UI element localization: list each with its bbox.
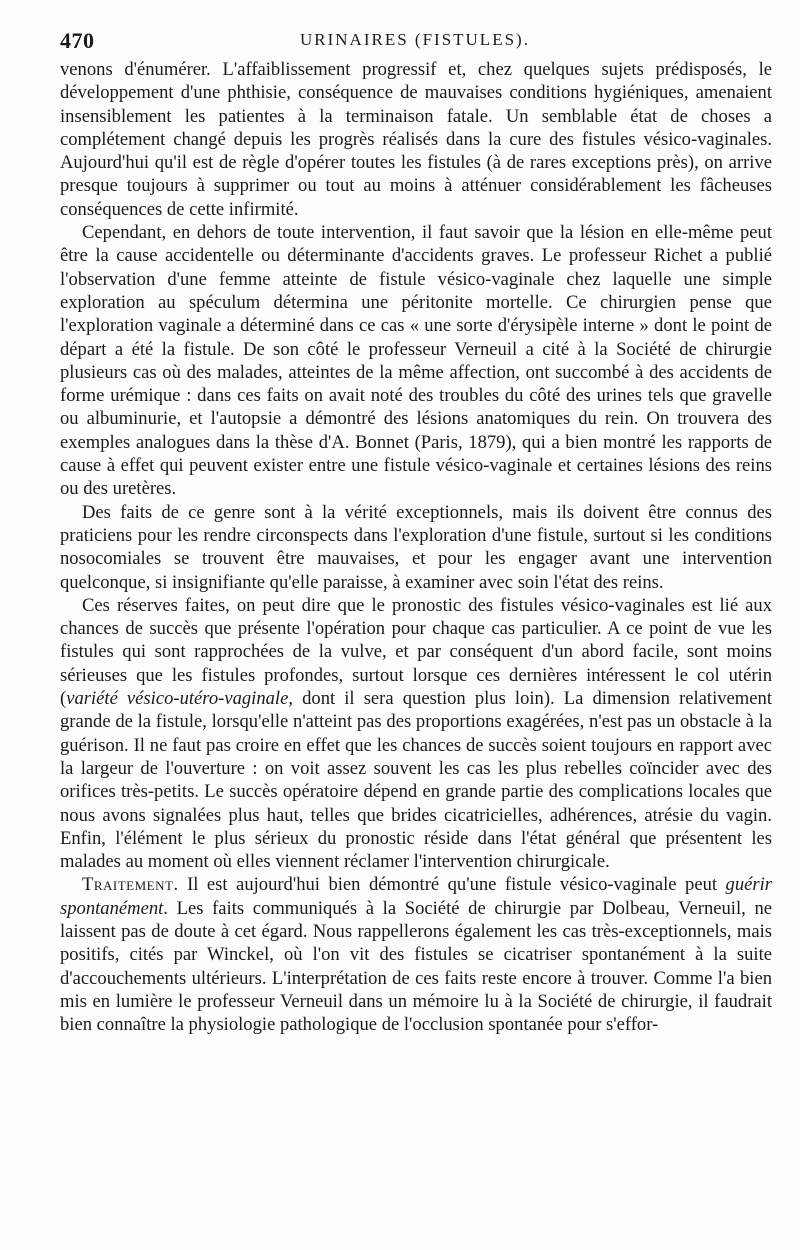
paragraph-3: Des faits de ce genre sont à la vérité exceptionnels, mais ils doivent être connus des praticiens pour les rendre circonspects dans l'exploration d'une fistule, surtout si les conditions nosocomiales se trouvent être mauvaises, et pour les engager avant une intervention quelconque, si insignifiante qu'elle paraisse, à examiner avec soin l'état des reins. — [60, 501, 772, 593]
paragraph-4 — [60, 594, 772, 874]
paragraph-4-text-a: Ces réserves faites, on peut dire que le pronostic des fistules vésico-vaginales est lié aux chances de succès que présente l'opération pour chaque cas particulier. A ce point de vue les fistules qui sont rapprochées de la vulve, et par conséquent d'un abord facile, sont moins sérieuses que les fistules profondes, surtout lorsque ces dernières intéressent le col utérin ( — [60, 594, 772, 710]
paragraph-5-text-a: Il est aujourd'hui bien démontré qu'une fistule vésico-vaginale peut — [178, 874, 726, 896]
paragraph-4-text-b: , dont il sera question plus loin). La dimension relativement grande de la fistule, lorsqu'elle n'atteint pas des proportions exagérées, n'est pas un obstacle à la guérison. Il ne faut pas croire en effet que les chances de succès soient toujours en rapport avec la largeur de l'ouverture : on voit assez souvent les cas les plus rebelles coïncider avec des orifices très-petits. Le succès opératoire dépend en grande partie des complications locales que nous avons signalées plus haut, telles que brides cicatricielles, adhérences, atrésie du vagin. Enfin, l'élément le plus sérieux du pronostic réside dans l'état général que présentent les malades au moment où elles viennent réclamer l'intervention chirurgicale. — [60, 688, 772, 873]
paragraph-1: venons d'énumérer. L'affaiblissement progressif et, chez quelques sujets prédisposés, le développement d'une phthisie, conséquence de mauvaises conditions hygiéniques, amenaient insensiblement les patientes à la terminaison fatale. Un semblable état de choses a complétement changé depuis les progrès réalisés dans la cure des fistules vésico-vaginales. Aujourd'hui qu'il est de règle d'opérer toutes les fistules (à de rares exceptions près), on arrive presque toujours à supprimer ou tout au moins à atténuer considérablement les fâcheuses conséquences de cette infirmité. — [60, 59, 772, 220]
paragraph-4-italic: variété vésico-utéro-vaginale — [66, 688, 289, 710]
body-text — [60, 58, 772, 1036]
page-number: 470 — [60, 28, 95, 53]
running-head — [60, 28, 760, 52]
paragraph-5 — [60, 873, 772, 1036]
section-label-traitement: Traitement. — [82, 874, 179, 896]
paragraph-2: Cependant, en dehors de toute intervention, il faut savoir que la lésion en elle-même peut être la cause accidentelle ou déterminante d'accidents graves. Le professeur Richet a publié l'observation d'une femme atteinte de fistule vésico-vaginale chez laquelle une simple exploration au spéculum détermina une péritonite mortelle. Ce chirurgien pense que l'exploration vaginale a déterminé dans ce cas « une sorte d'érysipèle interne » dont le point de départ a été la fistule. De son côté le professeur Verneuil a cité à la Société de chirurgie plusieurs cas où des malades, atteintes de la même affection, ont succombé à des accidents de forme urémique : dans ces faits on avait noté des troubles du côté des urines tels que gravelle ou albuminurie, et l'autopsie a démontré des lésions anatomiques du rein. On trouvera des exemples analogues dans la thèse d'A. Bonnet (Paris, 1879), qui a bien montré les rapports de cause à effet qui peuvent exister entre une fistule vésico-vaginale et certaines lésions des reins ou des uretères. — [60, 222, 772, 500]
running-title: URINAIRES (FISTULES). — [300, 30, 530, 49]
paragraph-5-italic: guérir spontanément — [60, 874, 772, 919]
paragraph-5-text-b: . Les faits communiqués à la Société de chirurgie par Dolbeau, Verneuil, ne laissent pas de doute à cet égard. Nous rappellerons également les cas très-exceptionnels, mais positifs, cités par Winckel, où l'on vit des fistules se cicatriser spontanément à la suite d'accouchements ultérieurs. L'interprétation de ces faits reste encore à trouver. Comme l'a bien mis en lumière le professeur Verneuil dans un mémoire lu à la Société de chirurgie, il faudrait bien connaître la physiologie pathologique de l'occlusion spontanée pour s'effor- — [60, 897, 772, 1036]
